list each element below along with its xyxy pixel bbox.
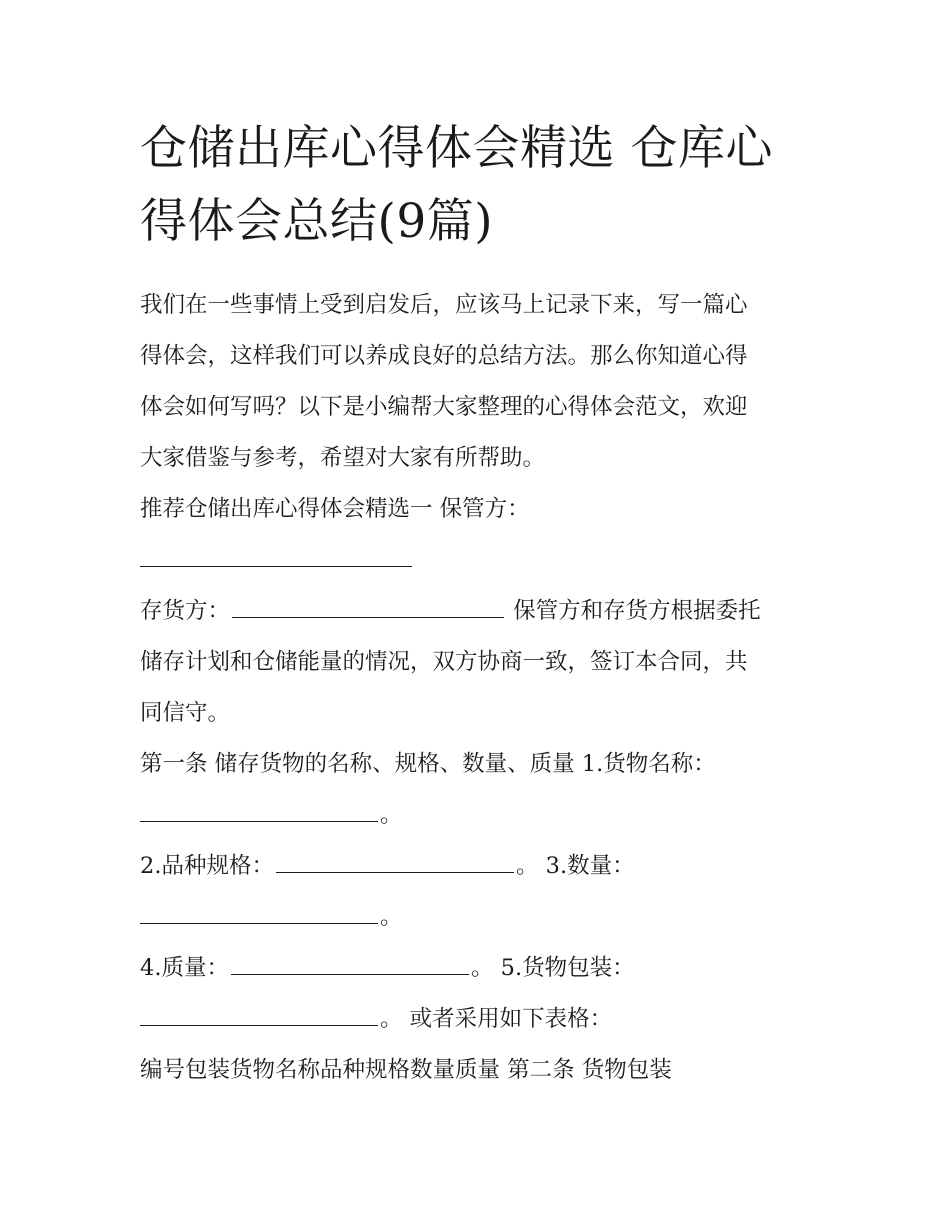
intro-line-4: 大家借鉴与参考，希望对大家有所帮助。 [140,445,546,471]
period: 。 [470,955,494,981]
document-body [140,280,820,1096]
quantity-label: 3.数量： [545,853,635,879]
spec-label: 2.品种规格： [140,853,274,879]
intro-line-1: 我们在一些事情上受到启发后，应该马上记录下来，写一篇心 [140,292,748,318]
goods-name-blank [140,797,378,822]
custodian-blank [140,542,412,567]
quality-label: 4.质量： [140,955,229,981]
quality-packaging-line [140,943,820,994]
quantity-blank-line [140,892,820,943]
period: 。 [380,802,403,828]
goods-name-blank-line [140,790,820,841]
quantity-blank [140,899,378,924]
depositor-blank [232,593,504,618]
packaging-blank-line [140,994,820,1045]
table-header-line: 编号包装货物名称品种规格数量质量 第二条 货物包装 [140,1057,672,1083]
period: 。 [380,1006,403,1032]
packaging-blank [140,1001,378,1026]
spec-qty-line [140,841,820,892]
depositor-label: 存货方： [140,598,231,624]
table-intro: 或者采用如下表格： [409,1006,613,1032]
agreement-line-2: 同信守。 [140,700,231,726]
spec-blank [276,848,514,873]
document-title: 仓储出库心得体会精选 仓库心得体会总结(9篇) [140,121,773,249]
depositor-line [140,586,820,637]
article1-heading: 第一条 储存货物的名称、规格、数量、质量 1.货物名称： [140,751,716,777]
period: 。 [380,904,403,930]
packaging-label: 5.货物包装： [500,955,635,981]
custodian-blank-line [140,535,820,586]
period: 。 [515,853,539,879]
agreement-line-1: 储存计划和仓储能量的情况，双方协商一致，签订本合同，共 [140,649,748,675]
agreement-start: 保管方和存货方根据委托 [513,598,761,624]
section-heading: 推荐仓储出库心得体会精选一 保管方： [140,496,530,522]
quality-blank [231,950,469,975]
intro-line-3: 体会如何写吗？以下是小编帮大家整理的心得体会范文，欢迎 [140,394,748,420]
intro-line-2: 得体会，这样我们可以养成良好的总结方法。那么你知道心得 [140,343,748,369]
